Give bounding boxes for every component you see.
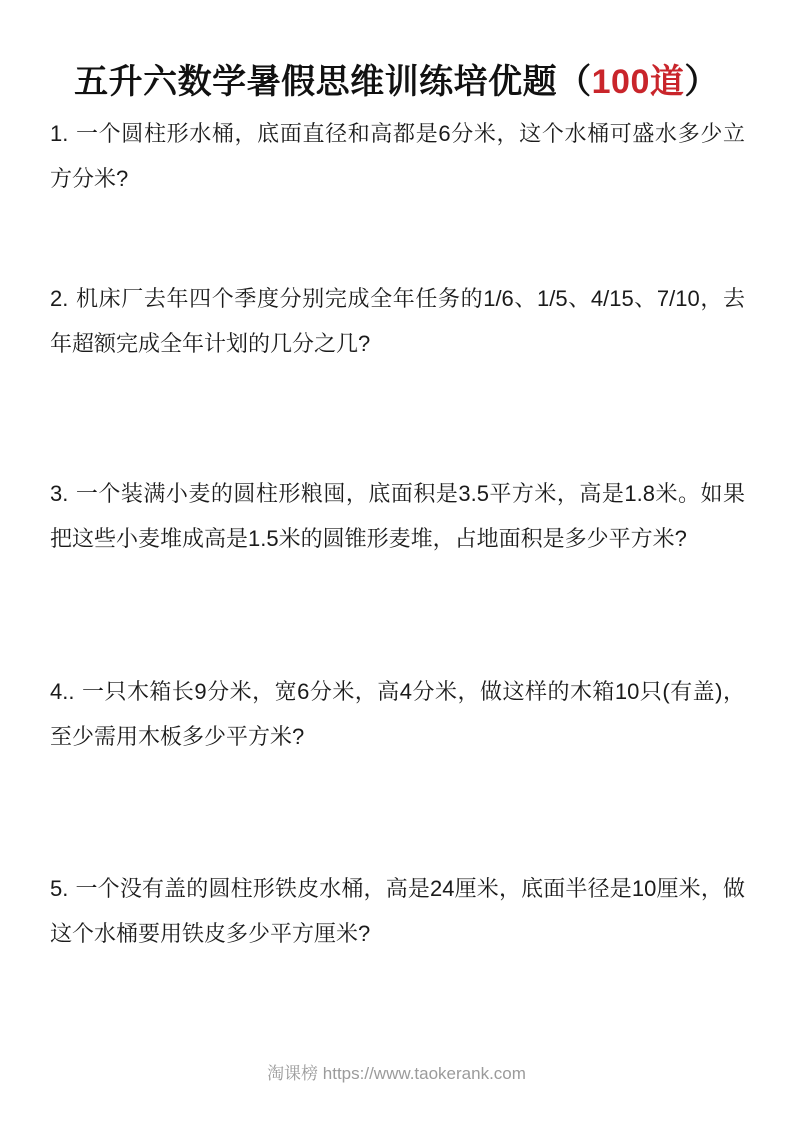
question-2 xyxy=(50,276,745,366)
question-5-text: 一个没有盖的圆柱形铁皮水桶，高是24厘米，底面半径是10厘米，做这个水桶要用铁皮多少平方厘米? xyxy=(50,876,745,946)
question-4-text: 一只木箱长9分米，宽6分米，高4分米，做这样的木箱10只(有盖)，至少需用木板多少平方米? xyxy=(50,679,745,749)
title-paren-open: （ xyxy=(557,63,592,101)
question-5-number: 5. xyxy=(50,876,69,901)
question-3-text: 一个装满小麦的圆柱形粮囤，底面积是3.5平方米，高是1.8米。如果把这些小麦堆成高是1.5米的圆锥形麦堆，占地面积是多少平方米? xyxy=(50,481,745,551)
question-2-number: 2. xyxy=(50,286,69,311)
question-3-number: 3. xyxy=(50,481,69,506)
question-5 xyxy=(50,866,745,956)
question-1-number: 1. xyxy=(50,121,69,146)
question-2-text: 机床厂去年四个季度分别完成全年任务的1/6、1/5、4/15、7/10，去年超额完成全年计划的几分之几? xyxy=(50,286,745,356)
title-paren-close: ） xyxy=(684,63,719,101)
question-4-number: 4.. xyxy=(50,679,75,704)
question-1 xyxy=(50,111,745,201)
question-3 xyxy=(50,471,745,561)
question-4 xyxy=(50,669,745,759)
footer-watermark-text: 淘课榜 https://www.taokerank.com xyxy=(267,1064,526,1083)
title-text: 五升六数学暑假思维训练培优题 xyxy=(74,63,558,101)
page-title xyxy=(0,60,793,104)
page-footer xyxy=(0,1062,793,1086)
title-count-highlight: 100道 xyxy=(591,63,685,101)
question-1-text: 一个圆柱形水桶，底面直径和高都是6分米，这个水桶可盛水多少立方分米? xyxy=(50,121,745,191)
